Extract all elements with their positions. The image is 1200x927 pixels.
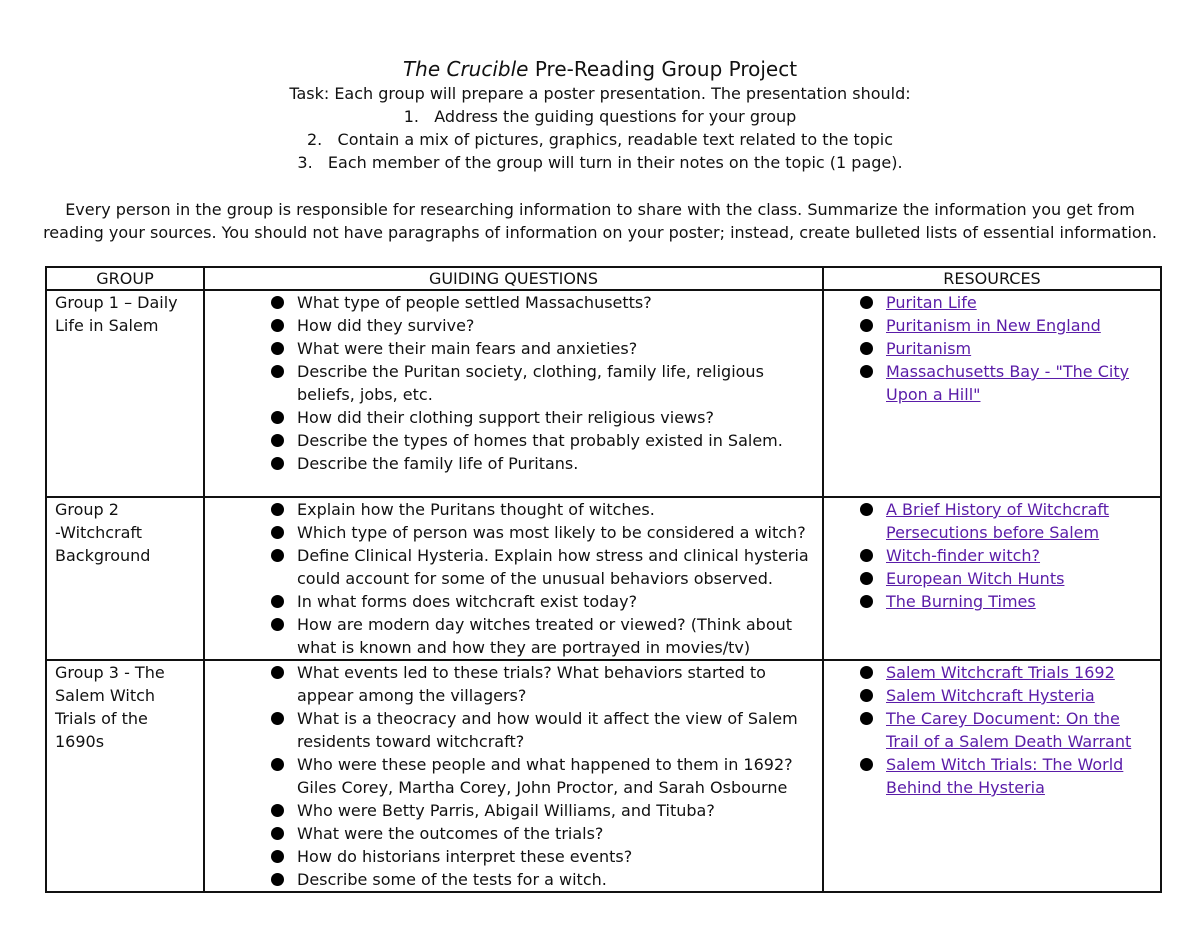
question-text: How are modern day witches treated or viewed? (Think about what is known and how they are portrayed in movies/tv) bbox=[297, 615, 793, 657]
question-text: Explain how the Puritans thought of witches. bbox=[297, 500, 655, 519]
question-text: Describe some of the tests for a witch. bbox=[297, 870, 607, 889]
resource-link[interactable]: Salem Witch Trials: The World Behind the Hysteria bbox=[886, 755, 1124, 797]
bullet-icon bbox=[271, 434, 284, 447]
question-text: Who were these people and what happened to them in 1692? Giles Corey, Martha Corey, John Proctor, and Sarah Osbourne bbox=[297, 755, 793, 797]
resource-link[interactable]: Salem Witchcraft Hysteria bbox=[886, 686, 1095, 705]
bullet-icon bbox=[271, 850, 284, 863]
bullet-icon bbox=[271, 526, 284, 539]
question-text: In what forms does witchcraft exist today? bbox=[297, 592, 638, 611]
question-item bbox=[271, 845, 814, 868]
bullet-icon bbox=[860, 296, 873, 309]
bullet-icon bbox=[271, 873, 284, 886]
group-name-line: Group 2 bbox=[55, 500, 119, 519]
group-name-line: -Witchcraft bbox=[55, 523, 143, 542]
question-item bbox=[271, 868, 814, 891]
task-step: 2. Contain a mix of pictures, graphics, readable text related to the topic bbox=[307, 130, 893, 149]
resource-link[interactable]: Salem Witchcraft Trials 1692 bbox=[886, 663, 1115, 682]
bullet-icon bbox=[271, 365, 284, 378]
guiding-questions-cell bbox=[204, 290, 823, 497]
question-text: What is a theocracy and how would it affect the view of Salem residents toward witchcraft? bbox=[297, 709, 798, 751]
bullet-icon bbox=[271, 666, 284, 679]
bullet-icon bbox=[271, 342, 284, 355]
question-text: How did their clothing support their religious views? bbox=[297, 408, 714, 427]
resource-item bbox=[860, 291, 1140, 314]
task-step: 3. Each member of the group will turn in their notes on the topic (1 page). bbox=[297, 153, 903, 172]
question-item bbox=[271, 337, 814, 360]
question-text: What type of people settled Massachusetts? bbox=[297, 293, 652, 312]
title-rest: Pre-Reading Group Project bbox=[528, 57, 798, 81]
question-item bbox=[271, 360, 814, 406]
resource-item bbox=[860, 544, 1140, 567]
table-row bbox=[46, 660, 1161, 892]
resource-link[interactable]: Massachusetts Bay - "The City Upon a Hill" bbox=[886, 362, 1130, 404]
page-title bbox=[0, 56, 1200, 82]
group-name-line: Trials of the bbox=[55, 709, 148, 728]
question-item bbox=[271, 707, 814, 753]
question-item bbox=[271, 452, 814, 475]
resource-item bbox=[860, 337, 1140, 360]
resource-list bbox=[860, 661, 1140, 799]
guiding-questions-cell bbox=[204, 660, 823, 892]
bullet-icon bbox=[860, 365, 873, 378]
resources-cell bbox=[823, 660, 1161, 892]
table-header-row bbox=[46, 267, 1161, 290]
bullet-icon bbox=[860, 595, 873, 608]
table-row bbox=[46, 497, 1161, 660]
guiding-questions-cell bbox=[204, 497, 823, 660]
resource-link[interactable]: The Burning Times bbox=[886, 592, 1036, 611]
bullet-icon bbox=[860, 758, 873, 771]
header bbox=[0, 56, 1200, 174]
question-list bbox=[271, 498, 814, 659]
task-label: Task: bbox=[289, 84, 330, 103]
question-item bbox=[271, 429, 814, 452]
bullet-icon bbox=[860, 712, 873, 725]
resource-link[interactable]: Puritanism in New England bbox=[886, 316, 1101, 335]
title-italic: The Crucible bbox=[402, 57, 529, 81]
question-text: What events led to these trials? What behaviors started to appear among the villagers? bbox=[297, 663, 766, 705]
bullet-icon bbox=[860, 319, 873, 332]
column-header-resources: RESOURCES bbox=[823, 267, 1161, 290]
task-text: Each group will prepare a poster presentation. The presentation should: bbox=[329, 84, 911, 103]
question-item bbox=[271, 661, 814, 707]
resource-item bbox=[860, 753, 1140, 799]
bullet-icon bbox=[271, 595, 284, 608]
question-item bbox=[271, 406, 814, 429]
question-text: How do historians interpret these events? bbox=[297, 847, 633, 866]
group-name-cell bbox=[46, 660, 204, 892]
question-text: Describe the family life of Puritans. bbox=[297, 454, 579, 473]
group-name-line: 1690s bbox=[55, 732, 105, 751]
bullet-icon bbox=[271, 758, 284, 771]
resource-link[interactable]: The Carey Document: On the Trail of a Salem Death Warrant bbox=[886, 709, 1132, 751]
resources-cell bbox=[823, 497, 1161, 660]
resource-link[interactable]: European Witch Hunts bbox=[886, 569, 1065, 588]
resource-link[interactable]: Witch-finder witch? bbox=[886, 546, 1041, 565]
bullet-icon bbox=[860, 689, 873, 702]
table-row bbox=[46, 290, 1161, 497]
bullet-icon bbox=[271, 319, 284, 332]
resources-cell bbox=[823, 290, 1161, 497]
resource-item bbox=[860, 684, 1140, 707]
bullet-icon bbox=[271, 457, 284, 470]
bullet-icon bbox=[271, 296, 284, 309]
question-text: How did they survive? bbox=[297, 316, 475, 335]
group-name-line: Background bbox=[55, 546, 151, 565]
question-item bbox=[271, 799, 814, 822]
group-name-cell bbox=[46, 497, 204, 660]
resource-item bbox=[860, 661, 1140, 684]
question-item bbox=[271, 544, 814, 590]
instructions-paragraph bbox=[40, 198, 1160, 244]
question-text: Who were Betty Parris, Abigail Williams, and Tituba? bbox=[297, 801, 715, 820]
bullet-icon bbox=[271, 411, 284, 424]
question-item bbox=[271, 613, 814, 659]
question-item bbox=[271, 822, 814, 845]
group-name-line: Group 3 - The bbox=[55, 663, 165, 682]
group-name-line: Group 1 – Daily bbox=[55, 293, 178, 312]
question-item bbox=[271, 590, 814, 613]
bullet-icon bbox=[271, 503, 284, 516]
bullet-icon bbox=[860, 572, 873, 585]
bullet-icon bbox=[271, 827, 284, 840]
resource-item bbox=[860, 707, 1140, 753]
bullet-icon bbox=[271, 549, 284, 562]
question-list bbox=[271, 661, 814, 891]
instructions-line: Every person in the group is responsible for researching information to share with the class. Summarize the information you get from bbox=[65, 200, 1135, 219]
question-item bbox=[271, 498, 814, 521]
resource-item bbox=[860, 567, 1140, 590]
question-text: Describe the types of homes that probably existed in Salem. bbox=[297, 431, 783, 450]
question-list bbox=[271, 291, 814, 475]
question-text: What were the outcomes of the trials? bbox=[297, 824, 604, 843]
resource-link[interactable]: Puritanism bbox=[886, 339, 972, 358]
question-text: What were their main fears and anxieties? bbox=[297, 339, 638, 358]
resource-item bbox=[860, 360, 1140, 406]
resource-item bbox=[860, 498, 1140, 544]
bullet-icon bbox=[860, 549, 873, 562]
bullet-icon bbox=[860, 342, 873, 355]
group-name-line: Salem Witch bbox=[55, 686, 156, 705]
task-line bbox=[0, 82, 1200, 105]
resource-list bbox=[860, 498, 1140, 613]
resource-list bbox=[860, 291, 1140, 406]
column-header-group: GROUP bbox=[46, 267, 204, 290]
question-item bbox=[271, 521, 814, 544]
question-text: Define Clinical Hysteria. Explain how stress and clinical hysteria could account for some of the unusual behaviors observed. bbox=[297, 546, 809, 588]
group-name-line: Life in Salem bbox=[55, 316, 159, 335]
question-item bbox=[271, 314, 814, 337]
question-text: Describe the Puritan society, clothing, family life, religious beliefs, jobs, etc. bbox=[297, 362, 764, 404]
group-name-cell bbox=[46, 290, 204, 497]
bullet-icon bbox=[271, 712, 284, 725]
question-item bbox=[271, 291, 814, 314]
instructions-line: reading your sources. You should not have paragraphs of information on your poster; instead, create bulleted lists of essential information. bbox=[43, 223, 1157, 242]
question-item bbox=[271, 753, 814, 799]
bullet-icon bbox=[860, 666, 873, 679]
group-table bbox=[45, 266, 1162, 893]
bullet-icon bbox=[860, 503, 873, 516]
resource-link[interactable]: Puritan Life bbox=[886, 293, 977, 312]
task-step: 1. Address the guiding questions for your group bbox=[403, 107, 797, 126]
resource-item bbox=[860, 314, 1140, 337]
column-header-questions: GUIDING QUESTIONS bbox=[204, 267, 823, 290]
bullet-icon bbox=[271, 618, 284, 631]
bullet-icon bbox=[271, 804, 284, 817]
resource-link[interactable]: A Brief History of Witchcraft Persecutions before Salem bbox=[886, 500, 1110, 542]
question-text: Which type of person was most likely to be considered a witch? bbox=[297, 523, 806, 542]
resource-item bbox=[860, 590, 1140, 613]
